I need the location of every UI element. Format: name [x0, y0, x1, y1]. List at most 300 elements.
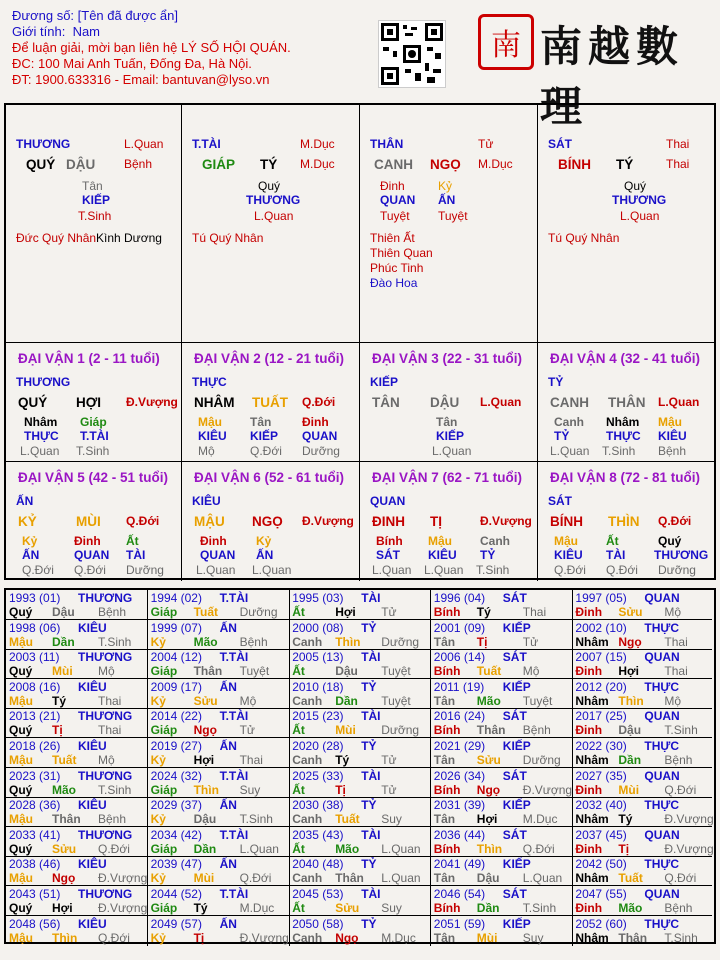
- year-branch: Hợi: [335, 605, 356, 619]
- dai-van-hidden-stage: Dưỡng: [658, 563, 696, 577]
- hidden-stage: Tuyệt: [438, 209, 468, 223]
- year-stem: Giáp: [150, 782, 178, 797]
- year-cell[interactable]: [572, 827, 712, 857]
- year-stage: Mộ: [664, 693, 682, 708]
- year-stage: Bệnh: [98, 605, 127, 619]
- dai-van-hidden-stage: T.Sinh: [476, 563, 510, 577]
- dai-van-hidden-stage: Q.Đới: [250, 444, 282, 458]
- hidden-god: THƯƠNG: [246, 193, 301, 207]
- year-branch: Tý: [335, 753, 350, 767]
- pillar-branch-stage: M.Dục: [300, 157, 335, 171]
- year-god: TÀI: [361, 827, 381, 842]
- year-stem: Mậu: [9, 812, 33, 827]
- year-stage: Q.Đới: [664, 782, 697, 797]
- gender-label: Giới tính:: [12, 24, 66, 39]
- pillar-branch: TÝ: [616, 157, 634, 172]
- dai-van-hidden-god: KIÊU: [428, 548, 457, 562]
- year-cell[interactable]: [6, 886, 148, 916]
- annual-luck-table: [4, 588, 716, 944]
- year-cell[interactable]: [6, 620, 148, 650]
- year-stem: Đinh: [575, 605, 603, 619]
- phone-email-line[interactable]: ĐT: 1900.633316 - Email: bantuvan@lyso.vn: [12, 72, 270, 87]
- year-stage: Q.Đới: [98, 930, 130, 945]
- year-god: KIẾP: [502, 798, 531, 813]
- dai-van-hidden-stage: Q.Đới: [554, 563, 586, 577]
- dai-van-hidden-stage: Mộ: [198, 444, 215, 458]
- year-cell[interactable]: [289, 590, 431, 620]
- year-stage: Dưỡng: [381, 723, 420, 738]
- dai-van-hidden-god: TỶ: [480, 548, 496, 562]
- year-god: THƯƠNG: [78, 650, 133, 665]
- year-god: THƯƠNG: [78, 887, 133, 901]
- year-label: 2014 (22): [150, 709, 202, 724]
- dai-van-title: ĐẠI VẬN 7 (62 - 71 tuổi): [372, 470, 523, 485]
- year-cell[interactable]: [148, 916, 290, 946]
- dai-van-title: ĐẠI VẬN 8 (72 - 81 tuổi): [550, 470, 701, 485]
- pillar-top-stage: Tử: [478, 137, 494, 151]
- year-stem: Giáp: [150, 723, 178, 738]
- dai-van-god: QUAN: [370, 494, 406, 508]
- year-god: KIẾP: [502, 679, 531, 694]
- year-label: 2046 (54): [433, 887, 486, 901]
- year-cell[interactable]: [148, 679, 290, 709]
- year-stem: Canh: [292, 871, 323, 886]
- dai-van-hidden-stem: Mậu: [428, 534, 452, 548]
- year-branch: Hợi: [476, 812, 498, 827]
- pillar-branch: DẬU: [66, 157, 96, 172]
- year-stem: Ất: [292, 841, 305, 856]
- year-stem: Ất: [292, 723, 305, 738]
- year-label: 2044 (52): [150, 887, 202, 901]
- year-god: T.TÀI: [219, 887, 249, 901]
- year-stem: Ất: [292, 782, 305, 797]
- year-stem: Kỷ: [150, 930, 166, 945]
- year-label: 2018 (26): [9, 739, 61, 753]
- hidden-god: THƯƠNG: [612, 193, 667, 207]
- year-cell[interactable]: [6, 738, 148, 768]
- year-stage: Thai: [664, 634, 688, 649]
- pillar-1: [6, 105, 182, 343]
- year-branch: Tý: [618, 812, 633, 827]
- year-cell[interactable]: [431, 856, 573, 886]
- year-branch: Dần: [335, 693, 358, 708]
- year-stem: Kỷ: [150, 634, 166, 649]
- year-stem: Canh: [292, 930, 323, 945]
- year-cell[interactable]: [572, 620, 712, 650]
- dai-van-hidden-stem: Kỷ: [256, 534, 272, 548]
- year-stage: Mộ: [664, 605, 682, 619]
- year-stage: Bệnh: [98, 812, 127, 827]
- year-stem: Quý: [9, 664, 33, 679]
- year-label: 2008 (16): [9, 679, 61, 694]
- year-cell[interactable]: [6, 827, 148, 857]
- year-cell[interactable]: [572, 679, 712, 709]
- year-branch: Tý: [193, 901, 208, 915]
- year-cell[interactable]: [289, 738, 431, 768]
- qr-code[interactable]: [378, 20, 446, 88]
- year-god: KIÊU: [78, 857, 107, 872]
- year-god: TÀI: [361, 887, 381, 901]
- dai-van-hidden-god: TÀI: [606, 548, 626, 562]
- year-cell[interactable]: [6, 679, 148, 709]
- star: Thiên Ất: [370, 231, 415, 245]
- dai-van-hidden-stage: L.Quan: [252, 563, 292, 577]
- dai-van-god: TỶ: [548, 375, 564, 389]
- year-label: 2040 (48): [292, 857, 344, 872]
- year-cell[interactable]: [6, 768, 148, 798]
- year-stem: Nhâm: [575, 634, 609, 649]
- year-cell[interactable]: [289, 679, 431, 709]
- year-branch: Ngọ: [52, 871, 76, 886]
- year-cell[interactable]: [431, 708, 573, 738]
- dai-van-stem: KỶ: [18, 514, 37, 529]
- dai-van-hidden-god: QUAN: [74, 548, 110, 562]
- year-god: TÀI: [361, 591, 381, 605]
- year-label: 2037 (45): [575, 827, 627, 842]
- dai-van-stage: Q.Đới: [126, 514, 160, 528]
- year-stage: T.Sinh: [98, 782, 132, 797]
- year-cell[interactable]: [431, 768, 573, 798]
- year-branch: Dần: [193, 841, 217, 856]
- year-stem: Tân: [433, 693, 456, 708]
- hidden-stem: Quý: [258, 179, 281, 193]
- dai-van-stem: CANH: [550, 395, 589, 410]
- year-branch: Sửu: [193, 693, 218, 708]
- year-label: 2002 (10): [575, 620, 627, 635]
- gender-line: [12, 24, 291, 40]
- year-stem: Kỷ: [150, 693, 166, 708]
- year-branch: Thân: [335, 871, 364, 886]
- year-label: 2048 (56): [9, 916, 61, 931]
- year-branch: Ngọ: [618, 634, 642, 649]
- dai-van-stem: BÍNH: [550, 514, 583, 529]
- dai-van-god: KIÊU: [192, 494, 221, 508]
- year-cell[interactable]: [148, 827, 290, 857]
- year-stage: Thai: [522, 605, 547, 619]
- year-stem: Giáp: [150, 664, 178, 679]
- year-stage: Tuyệt: [381, 664, 411, 679]
- year-cell[interactable]: [431, 916, 573, 946]
- year-god: QUAN: [644, 768, 680, 783]
- year-stem: Tân: [433, 753, 456, 767]
- year-label: 2031 (39): [433, 798, 486, 813]
- year-god: KIÊU: [78, 916, 107, 931]
- dai-van-god: THỰC: [192, 375, 227, 389]
- dai-van-6: [182, 462, 360, 581]
- year-stage: Suy: [522, 930, 544, 945]
- year-branch: Tuất: [52, 753, 77, 767]
- year-cell[interactable]: [572, 797, 712, 827]
- year-branch: Dần: [476, 901, 500, 915]
- year-label: 2012 (20): [575, 679, 627, 694]
- dai-van-5: [6, 462, 182, 581]
- year-stem: Mậu: [9, 871, 33, 886]
- year-god: SÁT: [502, 827, 527, 842]
- year-stem: Quý: [9, 841, 33, 856]
- year-stem: Bính: [433, 664, 461, 679]
- year-branch: Tuất: [618, 871, 643, 886]
- year-god: ẤN: [219, 679, 237, 694]
- year-label: 2016 (24): [433, 709, 486, 724]
- year-branch: Tý: [52, 693, 67, 708]
- year-branch: Dậu: [618, 723, 642, 738]
- year-cell[interactable]: [289, 797, 431, 827]
- year-branch: Thân: [193, 664, 223, 679]
- dai-van-branch: MÙI: [76, 514, 101, 529]
- year-god: TỶ: [361, 857, 377, 872]
- dai-van-stage: Đ.Vượng: [302, 514, 354, 528]
- year-stem: Giáp: [150, 605, 178, 619]
- year-god: KIẾP: [502, 739, 531, 753]
- dai-van-hidden-stage: T.Sinh: [602, 444, 636, 458]
- pillar-top-stage: L.Quan: [124, 137, 164, 151]
- dai-van-hidden-stage: L.Quan: [372, 563, 412, 577]
- year-stem: Đinh: [575, 723, 603, 738]
- dai-van-hidden-stage: T.Sinh: [76, 444, 110, 458]
- hidden-god: KIẾP: [82, 193, 111, 207]
- year-branch: Mão: [476, 693, 501, 708]
- year-branch: Tị: [335, 782, 346, 797]
- year-god: KIẾP: [502, 916, 531, 931]
- dai-van-stage: L.Quan: [658, 395, 700, 409]
- year-label: 2050 (58): [292, 916, 344, 931]
- dai-van-hidden-stage: Q.Đới: [22, 563, 54, 577]
- year-stage: M.Dục: [381, 930, 416, 945]
- year-label: 2011 (19): [433, 679, 485, 694]
- year-stage: Thai: [239, 753, 263, 767]
- year-cell[interactable]: [148, 649, 290, 679]
- pillar-top-stage: M.Dục: [300, 137, 335, 151]
- year-stage: Đ.Vượng: [98, 901, 148, 915]
- dai-van-hidden-god: ẤN: [22, 548, 40, 562]
- dai-van-stem: TÂN: [372, 395, 400, 410]
- year-god: SÁT: [502, 887, 527, 901]
- year-cell[interactable]: [148, 620, 290, 650]
- pillar-top-stage: Thai: [666, 137, 690, 151]
- year-cell[interactable]: [289, 856, 431, 886]
- dai-van-stem: NHÂM: [194, 395, 235, 410]
- year-stage: Q.Đới: [239, 871, 272, 886]
- year-stem: Tân: [433, 634, 456, 649]
- brand-logo: [478, 8, 714, 131]
- dai-van-hidden-god: QUAN: [302, 429, 338, 443]
- dai-van-3: [360, 343, 538, 462]
- year-cell[interactable]: [289, 768, 431, 798]
- year-cell[interactable]: [431, 738, 573, 768]
- year-cell[interactable]: [148, 738, 290, 768]
- year-branch: Dần: [618, 753, 642, 767]
- pillar-stem: CANH: [374, 157, 413, 172]
- year-label: 2045 (53): [292, 887, 344, 901]
- dai-van-hidden-stem: Đinh: [200, 534, 227, 548]
- dai-van-hidden-god: TÀI: [126, 548, 146, 562]
- year-stage: M.Dục: [239, 901, 275, 915]
- year-god: THỰC: [644, 620, 680, 635]
- year-branch: Ngọ: [335, 930, 359, 945]
- year-god: THỰC: [644, 679, 680, 694]
- year-label: 2023 (31): [9, 768, 61, 783]
- year-cell[interactable]: [572, 916, 712, 946]
- year-label: 2049 (57): [150, 916, 202, 931]
- year-branch: Sửu: [52, 841, 77, 856]
- dai-van-god: THƯƠNG: [16, 375, 71, 389]
- year-cell[interactable]: [572, 649, 712, 679]
- dai-van-hidden-stage: Q.Đới: [74, 563, 106, 577]
- year-cell[interactable]: [289, 649, 431, 679]
- year-cell[interactable]: [572, 590, 712, 620]
- year-label: 2041 (49): [433, 857, 486, 872]
- year-label: 2017 (25): [575, 709, 627, 724]
- year-stem: Canh: [292, 693, 323, 708]
- year-stem: Bính: [433, 841, 461, 856]
- year-stem: Quý: [9, 723, 33, 738]
- year-stem: Giáp: [150, 901, 178, 915]
- year-god: QUAN: [644, 887, 680, 901]
- year-branch: Tị: [618, 841, 630, 856]
- year-stage: Mộ: [522, 664, 540, 679]
- year-cell[interactable]: [431, 797, 573, 827]
- year-cell[interactable]: [572, 856, 712, 886]
- year-stage: Đ.Vượng: [664, 841, 714, 856]
- year-cell[interactable]: [148, 886, 290, 916]
- year-label: 2010 (18): [292, 679, 344, 694]
- star: Phúc Tinh: [370, 261, 424, 275]
- year-branch: Thân: [618, 930, 648, 945]
- year-label: 1999 (07): [150, 620, 202, 635]
- dai-van-hidden-stem: Tân: [250, 415, 272, 429]
- pillar-3: [360, 105, 538, 343]
- year-stem: Mậu: [9, 634, 33, 649]
- year-label: 2007 (15): [575, 650, 627, 665]
- year-cell[interactable]: [572, 768, 712, 798]
- year-stem: Quý: [9, 605, 33, 619]
- bazi-chart: [4, 103, 716, 580]
- year-stem: Ất: [292, 664, 305, 679]
- dai-van-hidden-stem: Tân: [436, 415, 458, 429]
- year-cell[interactable]: [431, 620, 573, 650]
- year-cell[interactable]: [6, 856, 148, 886]
- year-branch: Mão: [618, 901, 643, 915]
- year-branch: Hợi: [52, 901, 73, 915]
- hidden-stage: T.Sinh: [78, 209, 112, 223]
- year-god: TỶ: [361, 679, 377, 694]
- year-cell[interactable]: [572, 738, 712, 768]
- year-stage: Tuyệt: [239, 664, 270, 679]
- pillar-god: THÂN: [370, 137, 404, 151]
- year-cell[interactable]: [289, 620, 431, 650]
- dai-van-hidden-stage: L.Quan: [432, 444, 472, 458]
- year-stem: Ất: [292, 901, 305, 915]
- year-stage: Đ.Vượng: [98, 871, 148, 886]
- dai-van-hidden-god: SÁT: [376, 548, 400, 562]
- year-label: 2051 (59): [433, 916, 486, 931]
- year-branch: Thìn: [193, 782, 219, 797]
- year-label: 2033 (41): [9, 827, 61, 842]
- year-label: 2027 (35): [575, 768, 627, 783]
- year-branch: Mão: [52, 782, 76, 797]
- year-god: SÁT: [502, 591, 527, 605]
- star: Tú Quý Nhân: [548, 231, 620, 245]
- year-cell[interactable]: [148, 856, 290, 886]
- year-label: 2042 (50): [575, 857, 627, 872]
- year-god: QUAN: [644, 591, 680, 605]
- year-cell[interactable]: [148, 708, 290, 738]
- year-branch: Tị: [193, 930, 205, 945]
- dai-van-hidden-stem: Bính: [376, 534, 403, 548]
- dai-van-title: ĐẠI VẬN 2 (12 - 21 tuổi): [194, 351, 345, 366]
- year-cell[interactable]: [148, 797, 290, 827]
- year-cell[interactable]: [431, 827, 573, 857]
- dai-van-hidden-stage: L.Quan: [196, 563, 236, 577]
- year-stage: Bệnh: [239, 634, 268, 649]
- dai-van-7: [360, 462, 538, 581]
- year-cell[interactable]: [289, 827, 431, 857]
- dai-van-hidden-stem: Ất: [606, 534, 619, 548]
- year-god: KIẾP: [502, 857, 531, 872]
- pillar-2: [182, 105, 360, 343]
- year-god: ẤN: [219, 798, 237, 813]
- dai-van-title: ĐẠI VẬN 6 (52 - 61 tuổi): [194, 470, 345, 485]
- dai-van-hidden-god: KIÊU: [658, 429, 687, 443]
- year-cell[interactable]: [431, 590, 573, 620]
- year-label: 1998 (06): [9, 620, 61, 635]
- dai-van-hidden-stage: Dưỡng: [302, 444, 340, 458]
- year-cell[interactable]: [6, 797, 148, 827]
- year-cell[interactable]: [431, 679, 573, 709]
- year-cell[interactable]: [6, 649, 148, 679]
- dai-van-hidden-stem: Mậu: [554, 534, 578, 548]
- year-stem: Nhâm: [575, 753, 609, 767]
- dai-van-hidden-stem: Đinh: [74, 534, 101, 548]
- year-god: QUAN: [644, 650, 680, 665]
- year-stage: Bệnh: [664, 901, 693, 915]
- year-god: KIÊU: [78, 679, 107, 694]
- year-cell[interactable]: [289, 916, 431, 946]
- year-cell[interactable]: [572, 708, 712, 738]
- address-line: ĐC: 100 Mai Anh Tuấn, Đống Đa, Hà Nội.: [12, 56, 252, 71]
- year-branch: Dần: [52, 634, 75, 649]
- year-cell[interactable]: [289, 886, 431, 916]
- year-stage: Thai: [98, 693, 122, 708]
- year-cell[interactable]: [6, 708, 148, 738]
- year-label: 2029 (37): [150, 798, 202, 813]
- year-cell[interactable]: [6, 916, 148, 946]
- year-stage: Bệnh: [664, 753, 693, 767]
- year-cell[interactable]: [572, 886, 712, 916]
- year-cell[interactable]: [148, 590, 290, 620]
- dai-van-branch: TUẤT: [252, 395, 288, 410]
- year-label: 2005 (13): [292, 650, 344, 665]
- year-god: SÁT: [502, 709, 527, 724]
- year-god: THƯƠNG: [78, 709, 133, 724]
- dai-van-branch: HỢI: [76, 395, 102, 410]
- year-god: ẤN: [219, 739, 237, 753]
- year-stage: L.Quan: [239, 841, 279, 856]
- hidden-stem: Quý: [624, 179, 647, 193]
- year-stage: Đ.Vượng: [239, 930, 289, 945]
- owner-line: Đương số: [Tên đã được ẩn]: [12, 8, 178, 23]
- year-cell[interactable]: [289, 708, 431, 738]
- year-god: KIÊU: [78, 798, 107, 813]
- year-cell[interactable]: [431, 886, 573, 916]
- year-label: 2032 (40): [575, 798, 627, 813]
- year-cell[interactable]: [6, 590, 148, 620]
- dai-van-title: ĐẠI VẬN 1 (2 - 11 tuổi): [18, 351, 160, 366]
- dai-van-branch: NGỌ: [252, 514, 283, 529]
- year-cell[interactable]: [148, 768, 290, 798]
- year-cell[interactable]: [431, 649, 573, 679]
- year-god: TỶ: [361, 739, 377, 753]
